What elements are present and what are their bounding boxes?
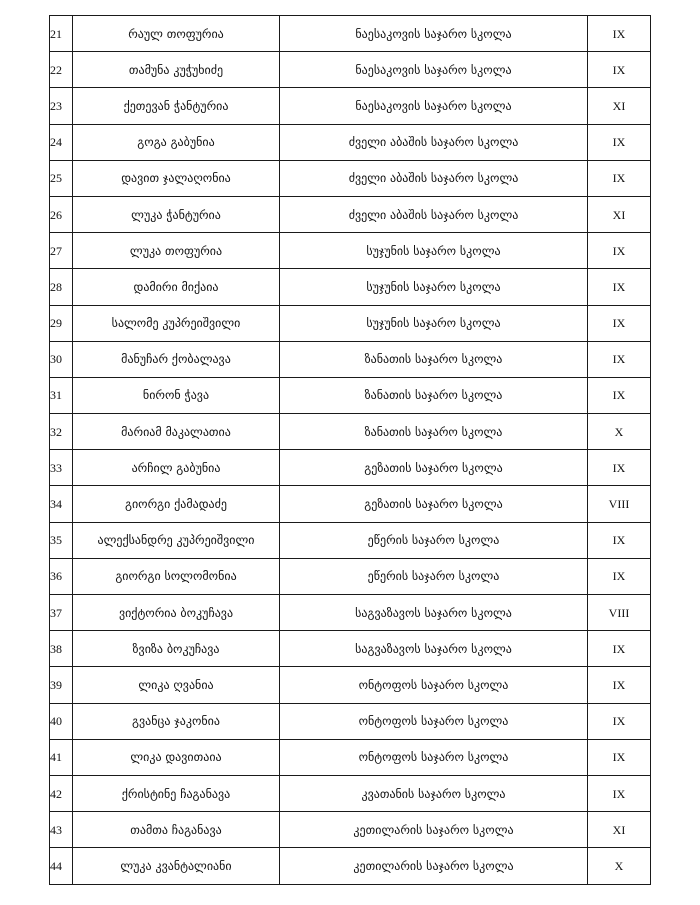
student-name: ქრისტინე ჩაგანავა	[73, 775, 280, 811]
table-row	[50, 450, 651, 486]
student-name: ალექსანდრე კუპრეიშვილი	[73, 522, 280, 558]
school-name: ნაესაკოვის საჯარო სკოლა	[280, 88, 588, 124]
table-row	[50, 667, 651, 703]
student-name: თამუნა კუჭუხიძე	[73, 52, 280, 88]
table-row	[50, 631, 651, 667]
table-row	[50, 196, 651, 232]
school-name: ძველი აბაშის საჯარო სკოლა	[280, 160, 588, 196]
table-row	[50, 739, 651, 775]
row-number: 22	[50, 52, 73, 88]
grade: IX	[588, 667, 651, 703]
table-row	[50, 233, 651, 269]
student-name: დამირი მიქაია	[73, 269, 280, 305]
school-name: კეთილარის საჯარო სკოლა	[280, 848, 588, 884]
school-name: ონტოფოს საჯარო სკოლა	[280, 667, 588, 703]
student-name: გიორგი ქამადაძე	[73, 486, 280, 522]
student-name: რაულ თოფურია	[73, 16, 280, 52]
school-name: კვათანის საჯარო სკოლა	[280, 775, 588, 811]
school-name: ძველი აბაშის საჯარო სკოლა	[280, 196, 588, 232]
row-number: 44	[50, 848, 73, 884]
row-number: 31	[50, 377, 73, 413]
school-name: ზანათის საჯარო სკოლა	[280, 341, 588, 377]
grade: IX	[588, 775, 651, 811]
grade: IX	[588, 16, 651, 52]
student-name: გვანცა ჯაკონია	[73, 703, 280, 739]
table-row	[50, 558, 651, 594]
table-row	[50, 812, 651, 848]
student-name: ლიკა ღვანია	[73, 667, 280, 703]
row-number: 37	[50, 595, 73, 631]
school-name: სუჯუნის საჯარო სკოლა	[280, 269, 588, 305]
row-number: 42	[50, 775, 73, 811]
student-name: სალომე კუპრეიშვილი	[73, 305, 280, 341]
row-number: 39	[50, 667, 73, 703]
row-number: 41	[50, 739, 73, 775]
table-row	[50, 305, 651, 341]
school-name: ეწერის საჯარო სკოლა	[280, 522, 588, 558]
grade: IX	[588, 450, 651, 486]
grade: XI	[588, 88, 651, 124]
school-name: ონტოფოს საჯარო სკოლა	[280, 739, 588, 775]
student-name: ლუკა თოფურია	[73, 233, 280, 269]
grade: IX	[588, 233, 651, 269]
grade: VIII	[588, 486, 651, 522]
table-row	[50, 522, 651, 558]
student-name: ლუკა ჭანტურია	[73, 196, 280, 232]
row-number: 24	[50, 124, 73, 160]
table-row	[50, 848, 651, 884]
school-name: სუჯუნის საჯარო სკოლა	[280, 305, 588, 341]
student-name: ზვიზა ბოკუჩავა	[73, 631, 280, 667]
table-row	[50, 160, 651, 196]
school-name: ზანათის საჯარო სკოლა	[280, 377, 588, 413]
student-name: გოგა გაბუნია	[73, 124, 280, 160]
grade: IX	[588, 522, 651, 558]
school-name: ონტოფოს საჯარო სკოლა	[280, 703, 588, 739]
grade: IX	[588, 377, 651, 413]
school-name: ძველი აბაშის საჯარო სკოლა	[280, 124, 588, 160]
table-row	[50, 414, 651, 450]
row-number: 32	[50, 414, 73, 450]
row-number: 26	[50, 196, 73, 232]
grade: IX	[588, 269, 651, 305]
grade: IX	[588, 305, 651, 341]
student-name: გიორგი სოლომონია	[73, 558, 280, 594]
row-number: 33	[50, 450, 73, 486]
table-row	[50, 16, 651, 52]
table-row	[50, 703, 651, 739]
row-number: 34	[50, 486, 73, 522]
grade: XI	[588, 196, 651, 232]
row-number: 43	[50, 812, 73, 848]
school-name: სუჯუნის საჯარო სკოლა	[280, 233, 588, 269]
school-name: ზანათის საჯარო სკოლა	[280, 414, 588, 450]
school-name: გეზათის საჯარო სკოლა	[280, 486, 588, 522]
table-row	[50, 88, 651, 124]
table-row	[50, 341, 651, 377]
grade: VIII	[588, 595, 651, 631]
grade: IX	[588, 703, 651, 739]
grade: IX	[588, 341, 651, 377]
grade: IX	[588, 558, 651, 594]
grade: XI	[588, 812, 651, 848]
row-number: 40	[50, 703, 73, 739]
grade: IX	[588, 160, 651, 196]
student-name: არჩილ გაბუნია	[73, 450, 280, 486]
table-row	[50, 377, 651, 413]
grade: X	[588, 848, 651, 884]
student-roster-table	[49, 15, 651, 885]
row-number: 36	[50, 558, 73, 594]
school-name: გეზათის საჯარო სკოლა	[280, 450, 588, 486]
row-number: 35	[50, 522, 73, 558]
school-name: კეთილარის საჯარო სკოლა	[280, 812, 588, 848]
school-name: ნაესაკოვის საჯარო სკოლა	[280, 16, 588, 52]
grade: IX	[588, 631, 651, 667]
student-name: დავით ჯალაღონია	[73, 160, 280, 196]
row-number: 38	[50, 631, 73, 667]
document-page	[49, 15, 650, 885]
student-name: მარიამ მაკალათია	[73, 414, 280, 450]
row-number: 29	[50, 305, 73, 341]
table-row	[50, 486, 651, 522]
grade: IX	[588, 124, 651, 160]
school-name: საგვაზავოს საჯარო სკოლა	[280, 631, 588, 667]
row-number: 23	[50, 88, 73, 124]
table-row	[50, 269, 651, 305]
table-row	[50, 595, 651, 631]
student-name: ლუკა კვანტალიანი	[73, 848, 280, 884]
roster-body	[50, 16, 651, 885]
student-name: ლიკა დავითაია	[73, 739, 280, 775]
student-name: მანუჩარ ქობალავა	[73, 341, 280, 377]
school-name: ნაესაკოვის საჯარო სკოლა	[280, 52, 588, 88]
row-number: 27	[50, 233, 73, 269]
table-row	[50, 775, 651, 811]
school-name: ეწერის საჯარო სკოლა	[280, 558, 588, 594]
student-name: ქეთევან ჭანტურია	[73, 88, 280, 124]
school-name: საგვაზავოს საჯარო სკოლა	[280, 595, 588, 631]
row-number: 25	[50, 160, 73, 196]
grade: X	[588, 414, 651, 450]
table-row	[50, 52, 651, 88]
student-name: თამთა ჩაგანავა	[73, 812, 280, 848]
row-number: 21	[50, 16, 73, 52]
grade: IX	[588, 739, 651, 775]
grade: IX	[588, 52, 651, 88]
table-row	[50, 124, 651, 160]
row-number: 28	[50, 269, 73, 305]
student-name: ნირონ ჭავა	[73, 377, 280, 413]
row-number: 30	[50, 341, 73, 377]
student-name: ვიქტორია ბოკუჩავა	[73, 595, 280, 631]
